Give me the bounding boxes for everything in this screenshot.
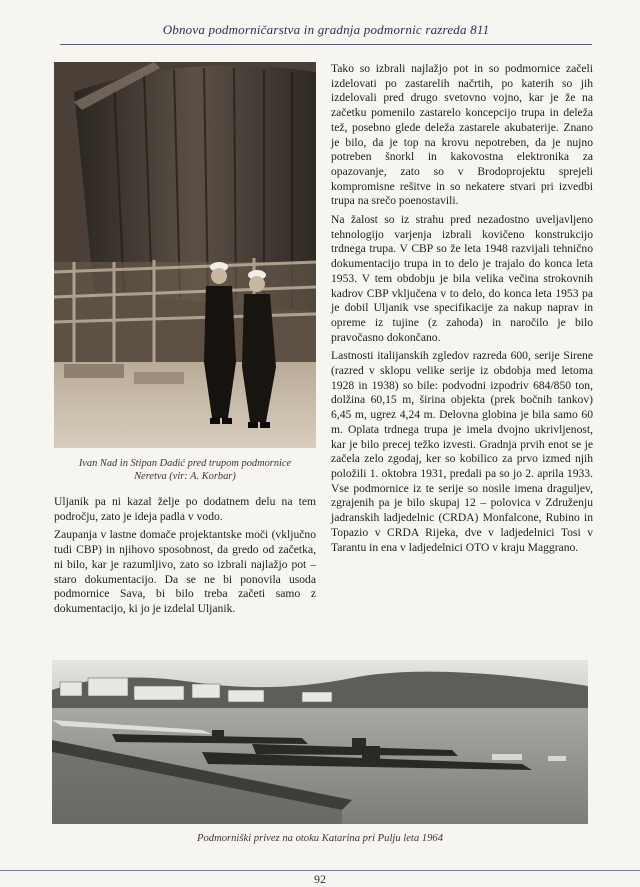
top-photo-caption: Ivan Nad in Stipan Dadić pred trupom podmornice Neretva (vir: A. Korbar) — [78, 458, 292, 482]
harbor-illustration — [52, 660, 588, 824]
harbor-photo — [52, 660, 588, 824]
right-paragraph-1: Tako so izbrali najlažjo pot in so podmornice začeli izdelovati po zastarelih načrtih, po katerih so jih izdelovali pred drugo svetovno vojno, kar je že na začetku pomenilo zastarelo koncepcijo trupa in deleža tež, posebno glede deleža zastarele akubaterije. Znano je bilo, da je top na krovu nepotreben, da je nujno potreben šnorkl in kakovostna elektronika za opazovanje, zato so v Brodoprojektu sprejeli kompromisne rešitve in so nekatere stvari pri izvedbi trupa na srečo poenostavili. — [331, 62, 593, 208]
right-column — [331, 62, 593, 559]
right-paragraph-2: Na žalost so iz strahu pred nezadostno uveljavljeno tehnologijo varjenja izbrali kovičeno konstrukcijo trdnega trupa. V CBP so že leta 1948 razvijali tehnično dokumentacijo trupa in to delo je trajalo do konca leta 1953. V tem obdobju je bila velika večina strokovnih kadrov CBP vključena v to delo, do konca leta 1953 pa je dobil Uljanik vse specifikacije za nakup naprav in opreme iz tujine (z zahoda) in naročilo je bilo pravočasno dokončano. — [331, 213, 593, 344]
footer-divider — [0, 870, 640, 871]
header-divider — [60, 44, 592, 45]
bottom-photo-caption: Podmorniški privez na otoku Katarina pri Pulju leta 1964 — [197, 833, 443, 844]
submarine-hull-illustration — [54, 62, 316, 448]
left-paragraph-2: Zaupanja v lastne domače projektantske moči (vključno tudi CBP) in njihovo sposobnost, da gredo od začetka, ni bilo, kar je razumljivo, zato so izbrali najlažjo pot – staro dokumentacijo. Da se ne bi ponovila usoda podmornice Sava, bi bilo treba začeti samo z dokumentacijo, ki jo je izdelal Uljanik. — [54, 528, 316, 615]
left-column — [54, 62, 316, 621]
left-paragraph-1: Uljanik pa ni kazal želje po dodatnem delu na tem področju, zato je ideja padla v vodo. — [54, 495, 316, 523]
right-paragraph-3: Lastnosti italijanskih zgledov razreda 600, serije Sirene (razred v sklopu velike serije iz obdobja med letoma 1928 in 1938) so bile: podvodni izpodriv 684/850 ton, dolžina 60,15 m, širina objekta (prek bočnih tankov) 6,45 m, ugrez 4,24 m. Delovna globina je bila samo 60 m. Oplata trdnega trupa je imela dvojno ukrivljenost, kar je bilo precej težko izvesti. Gradnja prvih enot se je začela zelo zgodaj, ker so kobilico za prvo izmed njih položili 1. oktobra 1931, predali pa so jo 2. aprila 1933. Vse podmornice iz te serije so nosile imena draguljev, zgrajenih pa je bilo skupaj 12 – polovica v Združenju jadranskih ladjedelnic (CRDA) Monfalcone, Rubino in Topazio v CRDA Rijeka, dve v ladjedelnici Tosi v Tarantu in ena v ladjedelnici OTO v kraju Maggrano. — [331, 349, 593, 554]
page-number: 92 — [314, 872, 326, 886]
submarine-hull-photo — [54, 62, 316, 448]
running-header: Obnova podmorničarstva in gradnja podmornic razreda 811 — [162, 22, 490, 37]
